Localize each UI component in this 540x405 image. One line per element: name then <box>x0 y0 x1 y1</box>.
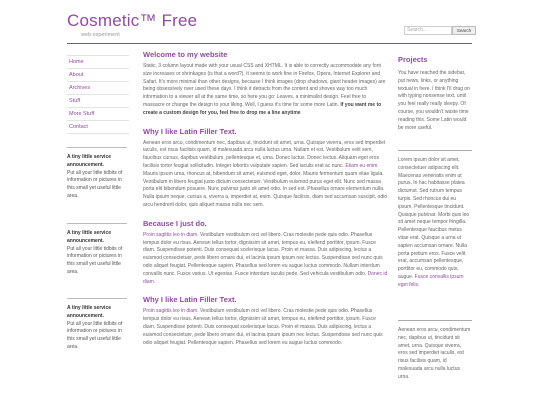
latin-heading-1: Why I like Latin Filler Text. <box>143 126 237 136</box>
search-form <box>404 26 470 35</box>
latin-text: Aenean eros arcu, condimentum nec, dapibus ut, tincidunt sit amet, urna. Quisque viverra, eros sed imperdiet iaculis, est risus facilisis quam, id malesuada arcu nulla luctus urna. Nullam et est. Vestibulum velit sem, faucibus cursus, dapibus vestibulum, pellentesque et, urna. Donec luctus. Donec lectus. Aliquam eget eros facilisis tortor feugiat sollicitudin. Integer lobortis vulputate sapien. Sed iaculis erat ac nunc. <box>143 139 386 169</box>
just-do-link-end[interactable]: Donec id diam. <box>143 270 388 285</box>
site-title[interactable]: Cosmetic™ Free <box>67 11 198 30</box>
announcement-3 <box>67 305 127 352</box>
site-subtitle: web experiment <box>81 32 120 38</box>
announcement-divider <box>67 223 127 224</box>
sidebar-latin-text: Lorem ipsum dolor sit amet, consectetuer adipiscing elit. Maecenas venenatis enim ut purus. In hac habitasse platea dictumst. Sed rutrum tempus turpis. Sed rhoncus dui eu ipsum. Pellentesque tincidunt. Quisque pulvinar. Morbi quis leo sit amet neque tempor fringilla. Pellentesque faucibus metus vitae erat. Quisque a urna ut sapien accumsan ornare. Nulla porta pretium eros. Fusce velit erat, accumsan pellentesque, porttitor eu, commodo quis, augue. <box>398 157 470 280</box>
just-do-paragraph <box>143 232 388 287</box>
announcement-body: Put all your little tidbits of information or pictures in this small yet useful little area. <box>67 169 123 199</box>
announcement-2 <box>67 230 127 277</box>
sidebar-latin-text-2: Aenean eros arcu, condimentum nec, dapibus ut, tincidunt sit amet, urna. Quisque viverra, eros sed imperdiet iaculis, est risus facilisis quam, id malesuada arcu nulla luctus urna. <box>398 327 471 380</box>
sidebar-latin-paragraph <box>398 157 472 290</box>
announcement-1 <box>67 154 127 201</box>
announcement-title: A tiny little service announcement. <box>67 305 111 319</box>
announcement-title: A tiny little service announcement. <box>67 154 111 168</box>
latin-heading-2: Why I like Latin Filler Text. <box>143 295 237 305</box>
latin-text: Mauris ipsum urna, rhoncus at, bibendum sit amet, euismod eget, dolor. Mauris fermentum quam vitae ligula. Vestibulum in libero feugiat justo dictum consectetuer. Vestibulum euismod purus eget elit. Nunc sed massa porta elit bibendum posuere. Nunc pulvinar justo sit amet odio. In sed est. Phasellus ornare elementum nulla. Nulla ipsum neque, cursus a, viverra a, imperdiet at, enim. Quisque facilisis, diam sed accumsan suscipit, odio arcu hendrerit dolor, quis aliquet massa nulla nec sem. <box>143 170 387 208</box>
latin-link-2[interactable]: Proin sagittis leo in diam. <box>143 308 199 315</box>
nav-item-home[interactable]: Home <box>67 55 129 69</box>
welcome-text: Static, 3 column layout made with your usual CSS and XHTML. It is able to correctly accommodate any font size increases or shrinkages (is that a word?). It seems to work fine in Firefox, Opera, Internet Explorer and Safari. It's more minimal than other designs, because I think images (drop shadows, giant header images) are being obsessively over used these days. I think it detracts from the content and shoves way too much information to a viewer all at the same time, so here you go: Leaves, a minimalist design. Feel free to massacre or change the design to your liking. Well, I guess it's time for some more Latin. <box>143 63 386 108</box>
projects-heading: Projects <box>398 55 428 64</box>
sidebar-section-2 <box>398 157 472 290</box>
latin-text-2: Vestibulum vestibulum orci vel libero. Cras molestie pede quis odio. Phasellus tempus dolor eu risus. Aenean tellus tortor, dignissim sit amet, tempus eu, eleifend porttitor, ipsum. Fusce diam. Suspendisse potenti. Duis consequat scelerisque lacus. Proin et massa. Duis adipiscing, lectus a euismod consectetuer, pede libero ornare dui, et lacinia ipsum ipsum nec lectus. Suspendisse sed nunc quis odio aliquet feugiat. Pellentesque sapien. Phasellus sed lorem eu augue luctus commodo. <box>143 308 383 346</box>
announcement-body: Put all your little tidbits of information or pictures in this small yet useful little area. <box>67 320 123 350</box>
announcement-divider <box>67 147 127 148</box>
just-do-link[interactable]: Proin sagittis leo in diam. <box>143 231 199 238</box>
nav-item-contact[interactable]: Contact <box>67 121 129 134</box>
sidebar-section-3 <box>398 327 472 382</box>
welcome-heading: Welcome to my website <box>143 50 228 59</box>
nav-item-about[interactable]: About <box>67 69 129 82</box>
just-do-text: Vestibulum vestibulum orci vel libero. Cras molestie pede quis odio. Phasellus tempus dolor eu risus. Aenean tellus tortor, dignissim sit amet, tempus eu, eleifend porttitor, ipsum. Fusce diam. Suspendisse potenti. Duis consequat scelerisque lacus. Proin et massa. Duis adipiscing, lectus a euismod consectetuer, pede libero ornare dui, et lacinia ipsum ipsum nec lectus. Suspendisse sed nunc quis odio aliquet feugiat. Pellentesque sapien. Phasellus sed lorem eu augue luctus commodo. Nullam interdum convallis nunc. Fusce varius. Ut egestas. Fusce interdum iaculis pede. Sed vehicula vestibulum odio. <box>143 231 383 277</box>
main-content <box>143 50 388 347</box>
latin-paragraph-2 <box>143 308 388 347</box>
nav-item-archives[interactable]: Archives <box>67 82 129 95</box>
header-divider <box>67 43 472 44</box>
sidebar-divider <box>398 320 472 321</box>
sidebar-link[interactable]: Fusce convallis ipsum eget felis. <box>398 273 464 288</box>
announcement-body: Put all your little tidbits of information or pictures in this small yet useful little area. <box>67 245 123 275</box>
announcement-title: A tiny little service announcement. <box>67 230 111 244</box>
sidebar-nav <box>67 55 129 134</box>
welcome-strong-text: If you want me to create a custom design for you, feel free to drop me a line anytime <box>143 101 382 116</box>
latin-link[interactable]: Etiam eu enim. <box>345 162 379 169</box>
right-sidebar <box>398 50 472 132</box>
nav-item-stuff[interactable]: Stuff <box>67 95 129 108</box>
latin-paragraph-1 <box>143 140 388 210</box>
just-do-heading: Because I just do. <box>143 218 207 228</box>
search-input[interactable]: Search... <box>404 26 452 35</box>
announcement-divider <box>67 298 127 299</box>
welcome-paragraph <box>143 63 388 118</box>
sidebar-intro-text: You have reached the sidebar, put news, links, or anything textual in here. I think I'll drag on with typing nonsense text, until you feel really really sleepy. Of course, you wouldn't waste time reading this. Some Latin would be more useful. <box>398 70 470 131</box>
sidebar-divider <box>398 150 472 151</box>
site-header <box>0 0 540 44</box>
nav-item-more-stuff[interactable]: More Stuff <box>67 108 129 121</box>
search-button[interactable]: Search <box>452 26 476 35</box>
